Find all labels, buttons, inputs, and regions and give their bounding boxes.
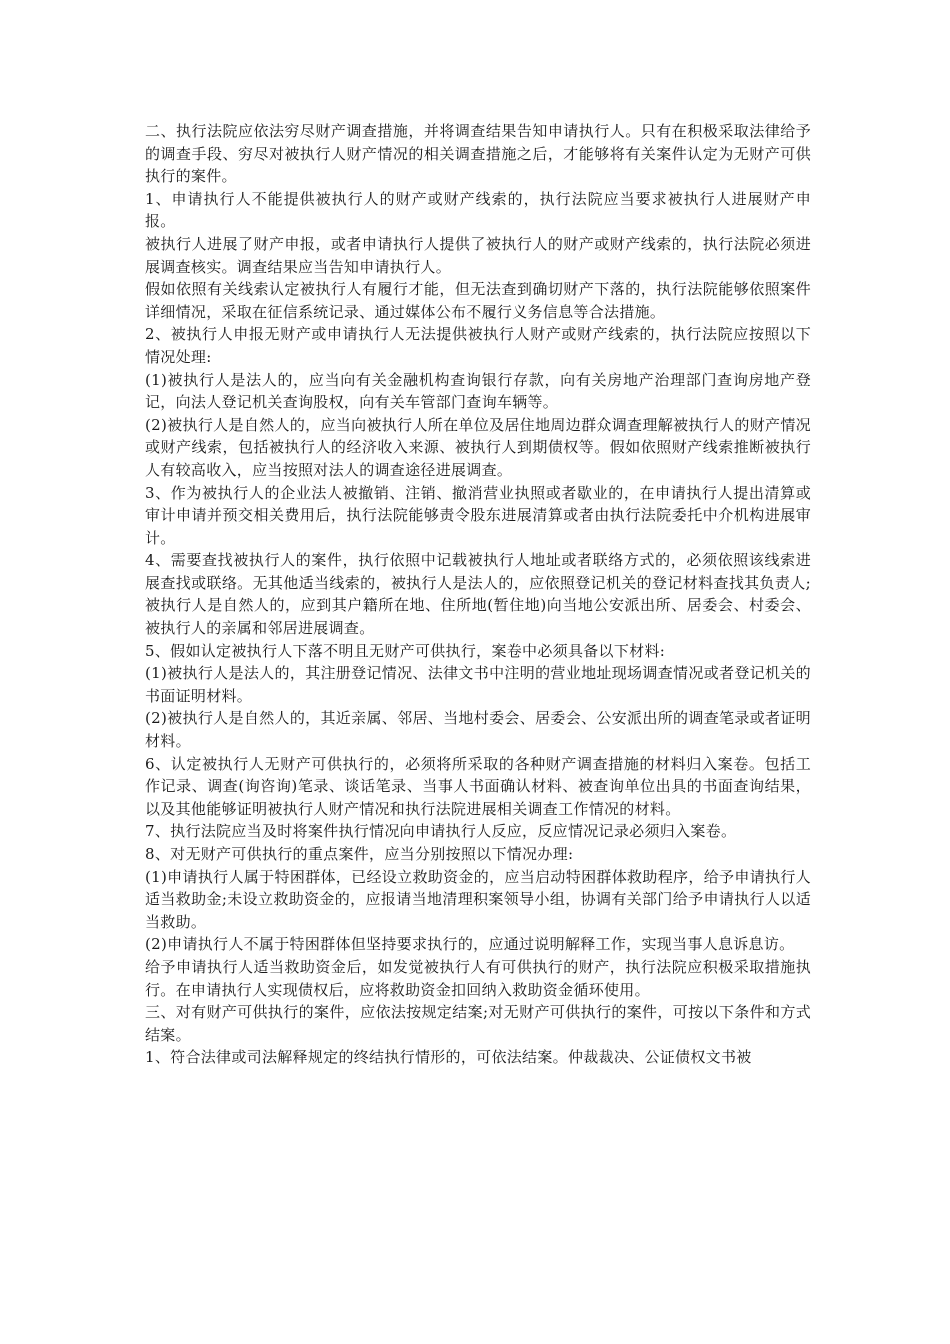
paragraph-item-2-natural-person: (2)被执行人是自然人的，应当向被执行人所在单位及居住地周边群众调查理解被执行人的财产情况或财产线索，包括被执行人的经济收入来源、被执行人到期债权等。假如依照财产线索推断被执行人有较高收入，应当按照对法人的调查途径进展调查。 xyxy=(145,415,811,479)
paragraph-item-4: 4、需要查找被执行人的案件，执行依照中记载被执行人地址或者联络方式的，必须依照该线索进展查找或联络。无其他适当线索的，被执行人是法人的，应依照登记机关的登记材料查找其负责人;被执行人是自然人的，应到其户籍所在地、住所地(暂住地)向当地公安派出所、居委会、村委会、被执行人的亲属和邻居进展调查。 xyxy=(145,551,811,638)
document-body xyxy=(145,120,811,1069)
paragraph-item-8-recovery: 给予申请执行人适当救助资金后，如发觉被执行人有可供执行的财产，执行法院应积极采取措施执行。在申请执行人实现债权后，应将救助资金扣回纳入救助资金循环使用。 xyxy=(145,957,811,999)
paragraph-item-5-legal-person: (1)被执行人是法人的，其注册登记情况、法律文书中注明的营业地址现场调查情况或者登记机关的书面证明材料。 xyxy=(145,664,811,705)
paragraph-section-3-item-1: 1、符合法律或司法解释规定的终结执行情形的，可依法结案。仲裁裁决、公证债权文书被 xyxy=(145,1048,752,1067)
paragraph-item-7: 7、执行法院应当及时将案件执行情况向申请执行人反应，反应情况记录必须归入案卷。 xyxy=(145,822,737,841)
paragraph-item-6: 6、认定被执行人无财产可供执行的，必须将所采取的各种财产调查措施的材料归入案卷。包括工作记录、调查(询咨询)笔录、谈话笔录、当事人书面确认材料、被查询单位出具的书面查询结果，以及其他能够证明被执行人财产情况和执行法院进展相关调查工作情况的材料。 xyxy=(145,754,811,818)
paragraph-item-8-hardship: (1)申请执行人属于特困群体，已经设立救助资金的，应当启动特困群体救助程序，给予申请执行人适当救助金;未设立救助资金的，应报请当地清理积案领导小组，协调有关部门给予申请执行人以适当救助。 xyxy=(145,867,811,931)
paragraph-item-2: 2、被执行人申报无财产或申请执行人无法提供被执行人财产或财产线索的，执行法院应按照以下情况处理: xyxy=(145,325,811,366)
paragraph-item-2-legal-person: (1)被执行人是法人的，应当向有关金融机构查询银行存款，向有关房地产治理部门查询房地产登记，向法人登记机关查询股权，向有关车管部门查询车辆等。 xyxy=(145,370,811,412)
paragraph-section-2-intro: 二、执行法院应依法穷尽财产调查措施，并将调查结果告知申请执行人。只有在积极采取法律给予的调查手段、穷尽对被执行人财产情况的相关调查措施之后，才能够将有关案件认定为无财产可供执行的案件。 xyxy=(145,122,811,186)
paragraph-item-8-non-hardship: (2)申请执行人不属于特困群体但坚持要求执行的，应通过说明解释工作，实现当事人息诉息访。 xyxy=(145,935,795,954)
paragraph-item-8: 8、对无财产可供执行的重点案件，应当分别按照以下情况办理: xyxy=(145,845,574,863)
paragraph-section-3-intro: 三、对有财产可供执行的案件，应依法按规定结案;对无财产可供执行的案件，可按以下条件和方式结案。 xyxy=(145,1003,811,1044)
paragraph-item-5: 5、假如认定被执行人下落不明且无财产可供执行，案卷中必须具备以下材料: xyxy=(145,641,666,660)
paragraph-item-1-verify: 被执行人进展了财产申报，或者申请执行人提供了被执行人的财产或财产线索的，执行法院必须进展调查核实。调查结果应当告知申请执行人。 xyxy=(145,234,811,276)
paragraph-item-1-measures: 假如依照有关线索认定被执行人有履行才能，但无法查到确切财产下落的，执行法院能够依照案件详细情况，采取在征信系统记录、通过媒体公布不履行义务信息等合法措施。 xyxy=(145,280,811,321)
paragraph-item-1: 1、申请执行人不能提供被执行人的财产或财产线索的，执行法院应当要求被执行人进展财产申报。 xyxy=(145,189,811,231)
paragraph-item-5-natural-person: (2)被执行人是自然人的，其近亲属、邻居、当地村委会、居委会、公安派出所的调查笔录或者证明材料。 xyxy=(145,709,811,751)
paragraph-item-3: 3、作为被执行人的企业法人被撤销、注销、撤消营业执照或者歇业的，在申请执行人提出清算或审计申请并预交相关费用后，执行法院能够责令股东进展清算或者由执行法院委托中介机构进展审计。 xyxy=(145,483,811,547)
